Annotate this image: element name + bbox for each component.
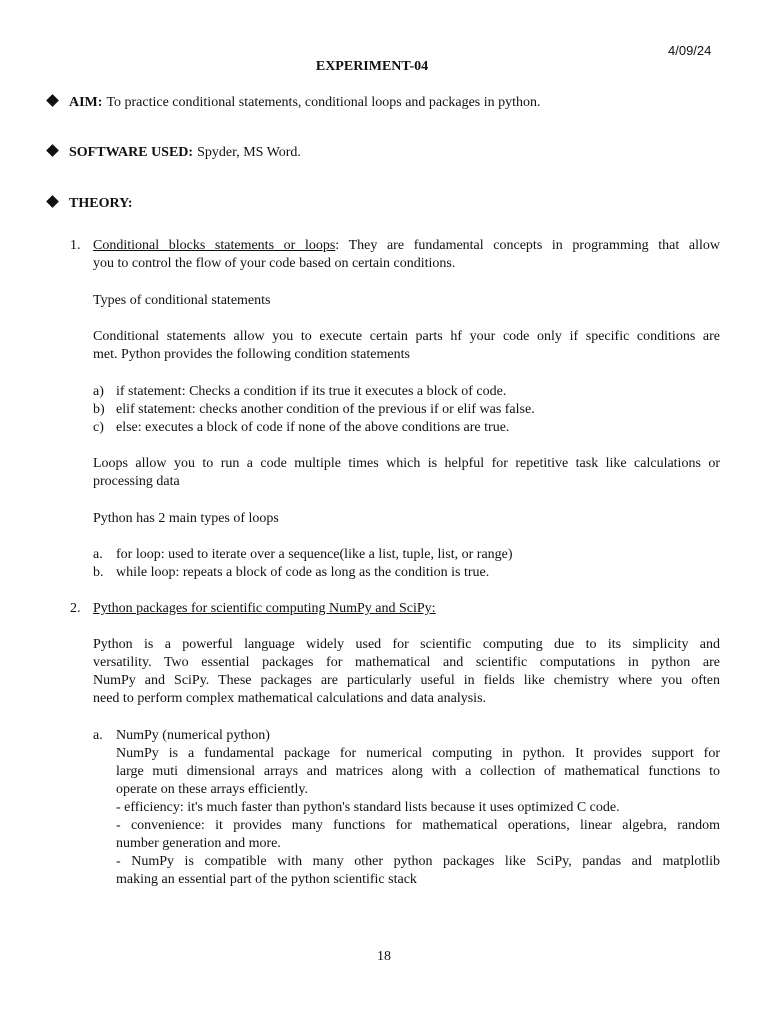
list-item [93,564,720,582]
list-item-text: else: executes a block of code if none of the above conditions are true. [116,420,510,435]
list-item-text: elif statement: checks another condition of the previous if or elif was false. [116,402,535,417]
list-item-text: while loop: repeats a block of code as long as the condition is true. [116,565,490,580]
section2-para-line: NumPy and SciPy. These packages are particularly useful in fields like chemistry where you often [93,673,720,688]
numpy-line: NumPy is a fundamental package for numerical computing in python. It provides support for [116,746,720,761]
list-item-text: if statement: Checks a condition if its true it executes a block of code. [116,384,507,399]
cond-line2: met. Python provides the following condition statements [93,347,410,362]
diamond-bullet-icon [46,144,59,157]
section1-intro-line2: you to control the flow of your code based on certain conditions. [93,256,456,271]
list-item-label: a. [93,547,103,562]
section2-para-line: versatility. Two essential packages for mathematical and scientific computations in python are [93,655,720,670]
numpy-line: - NumPy is compatible with many other python packages like SciPy, pandas and matplotlib [116,854,720,869]
document-date: 4/09/24 [668,43,712,58]
section2-para-line: need to perform complex mathematical calculations and data analysis. [93,691,487,706]
list-item [93,419,720,437]
numpy-line: operate on these arrays efficiently. [116,782,309,797]
loops-line2: processing data [93,474,180,489]
list-item [93,383,720,401]
theory-label: THEORY: [69,196,133,211]
section2-number: 2. [70,601,81,616]
loops-heading: Python has 2 main types of loops [93,511,279,526]
numpy-label: a. [93,728,103,743]
numpy-description [116,745,720,889]
list-item-label: b. [93,565,104,580]
cond-line1: Conditional statements allow you to execute certain parts hf your code only if specific conditions are [93,329,720,344]
types-heading: Types of conditional statements [93,293,271,308]
loops-paragraph [93,455,720,491]
section2-heading [93,600,720,618]
list-item-text: for loop: used to iterate over a sequence(like a list, tuple, list, or range) [116,547,513,562]
numpy-line: - convenience: it provides many functions for mathematical operations, linear algebra, random [116,818,720,833]
section2-heading-text: Python packages for scientific computing NumPy and SciPy: [93,601,436,616]
section1-intro [93,237,720,273]
aim-row [48,95,541,111]
software-label: SOFTWARE USED: [69,145,194,160]
aim-text: To practice conditional statements, conditional loops and packages in python. [106,95,541,110]
list-item [93,401,720,419]
page-title: EXPERIMENT-04 [315,59,429,74]
list-item-label: b) [93,402,105,417]
software-text: Spyder, MS Word. [197,145,301,160]
section2-para-line: Python is a powerful language widely used for scientific computing due to its simplicity and [93,637,720,652]
page-number: 18 [377,949,391,964]
section1-heading: Conditional blocks statements or loops [93,238,336,253]
conditional-paragraph [93,328,720,364]
loops-line1: Loops allow you to run a code multiple times which is helpful for repetitive task like calculations or [93,456,720,471]
software-row [48,145,301,161]
numpy-line: large muti dimensional arrays and matrices along with a collection of mathematical functions to [116,764,720,779]
numpy-title: NumPy (numerical python) [116,728,270,743]
numpy-line: making an essential part of the python scientific stack [116,872,417,887]
numpy-title-row [93,727,720,745]
list-item [93,546,720,564]
numpy-line: number generation and more. [116,836,281,851]
list-item-label: a) [93,384,104,399]
theory-row [48,196,137,212]
aim-label: AIM: [69,95,103,110]
section1-intro-line1: : They are fundamental concepts in programming that allow [335,238,720,253]
section2-paragraph [93,636,720,708]
section1-number: 1. [70,238,81,253]
list-item-label: c) [93,420,104,435]
diamond-bullet-icon [46,195,59,208]
diamond-bullet-icon [46,94,59,107]
numpy-line: - efficiency: it's much faster than python's standard lists because it uses optimized C code. [116,800,620,815]
